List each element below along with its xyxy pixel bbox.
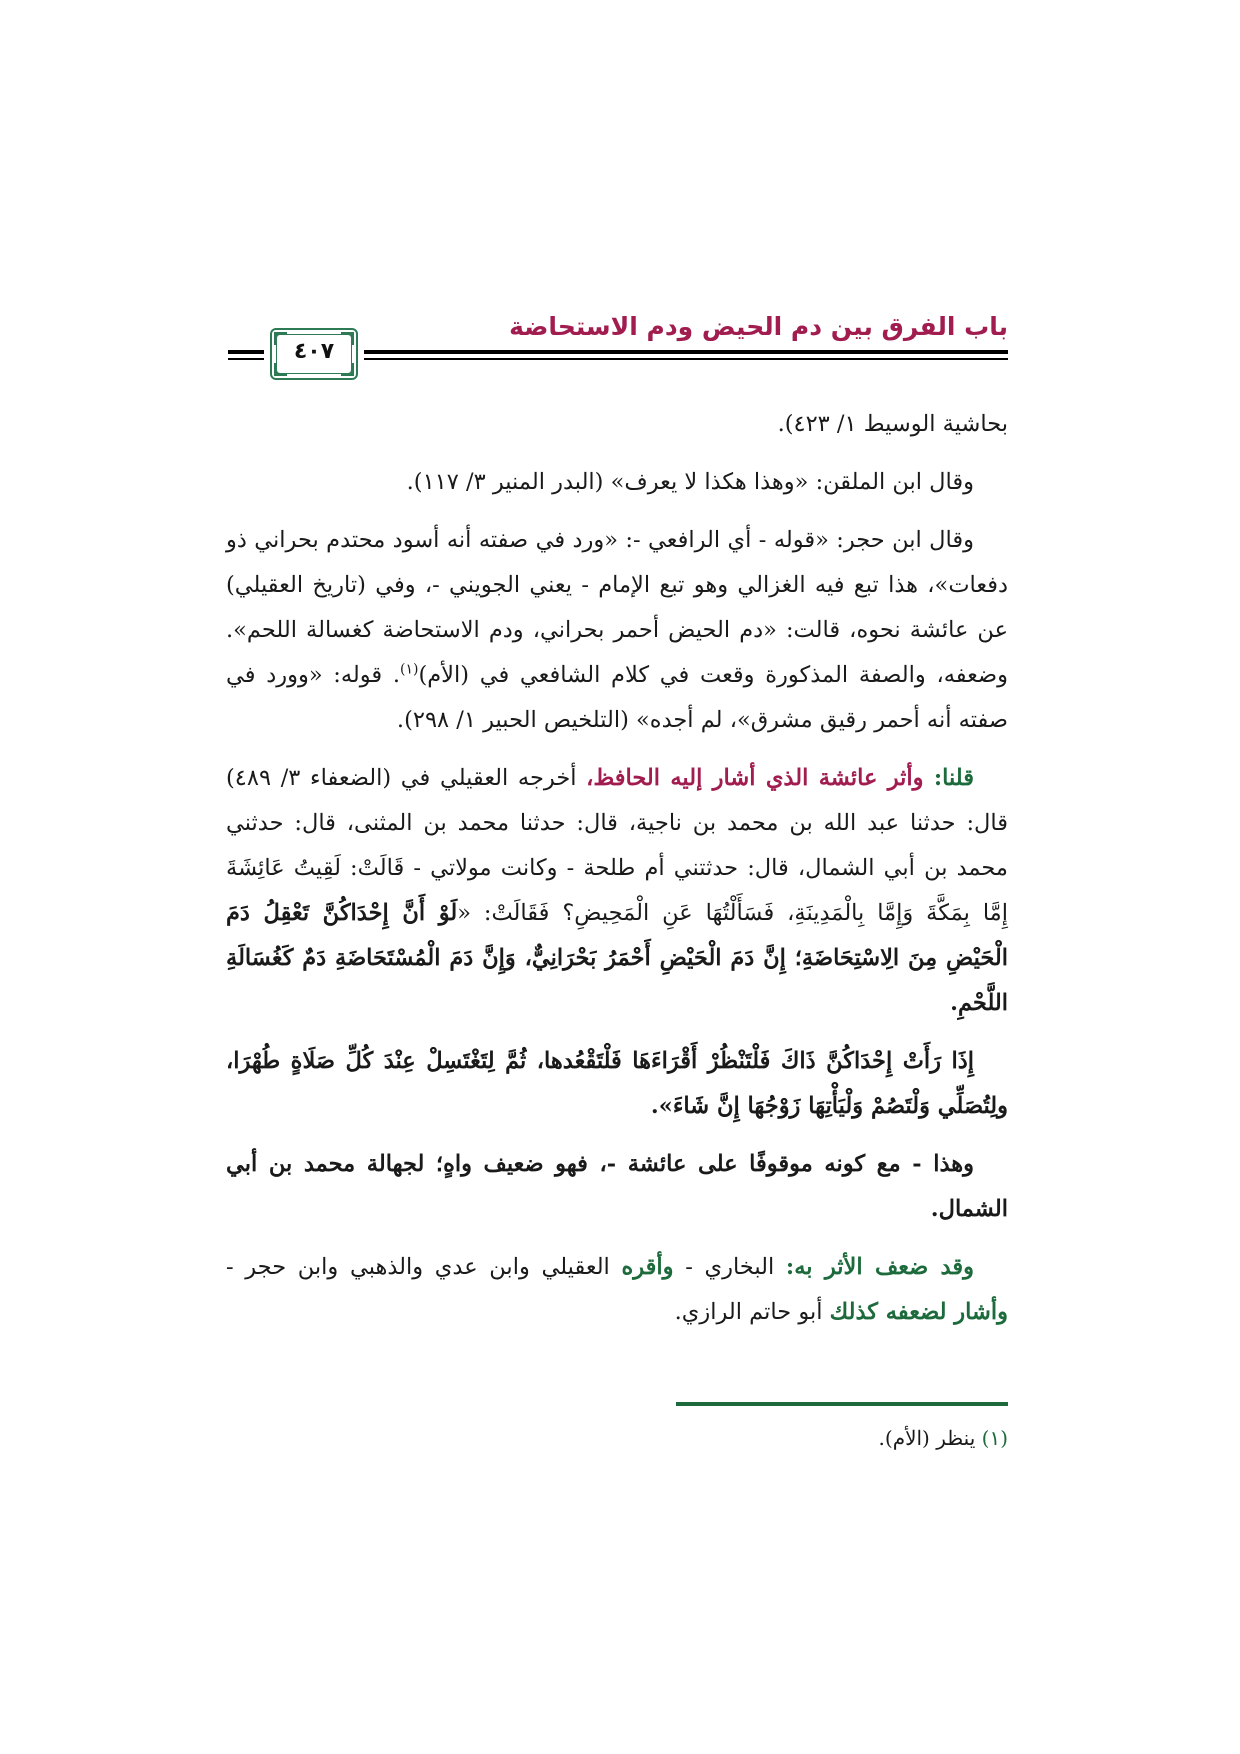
lead-label: وأشار لضعفه كذلك: [829, 1299, 1008, 1325]
paragraph-ibn-mulaqqin: [226, 460, 1008, 505]
paragraph-text: وهذا - مع كونه موقوفًا على عائشة -، فهو ضعيف واهٍ؛ لجهالة محمد بن أبي الشمال.: [226, 1151, 1008, 1222]
paragraph-text: أبو حاتم الرازي.: [674, 1299, 830, 1325]
lead-highlight: وأثر عائشة الذي أشار إليه الحافظ،: [586, 765, 924, 791]
paragraph-text: وقال ابن الملقن: «وهذا هكذا لا يعرف» (البدر المنير ٣/ ١١٧).: [406, 469, 974, 495]
lead-label: وأقره: [621, 1254, 674, 1280]
header-rule-thin: [364, 358, 1008, 360]
page-number-badge: [270, 328, 358, 380]
hadith-text: لَوْ أَنَّ إِحْدَاكُنَّ تَعْقِلُ دَمَ الْحَيْضِ مِنَ الِاسْتِحَاضَةِ؛ إِنَّ دَمَ الْحَيْضِ أَحْمَرُ بَحْرَانِيٌّ، وَإِنَّ دَمَ الْمُسْتَحَاضَةِ دَمٌ كَغُسَالَةِ اللَّحْمِ.: [226, 900, 1008, 1016]
header-rule-thick: [364, 350, 1008, 354]
paragraph-text: البخاري -: [673, 1254, 786, 1280]
page-header: [228, 300, 1008, 388]
lead-label: وقد ضعف الأثر به:: [785, 1254, 974, 1280]
header-rule-left-thick: [228, 350, 264, 354]
paragraph-weakeners: [226, 1245, 1008, 1335]
footnotes: [226, 1420, 1008, 1456]
footnote-text: ينظر (الأم).: [878, 1426, 982, 1450]
chapter-title: باب الفرق بين دم الحيض ودم الاستحاضة: [509, 312, 1008, 341]
paragraph-continuation: [226, 402, 1008, 447]
quote-end: ».: [650, 1093, 673, 1119]
hadith-text: إِذَا رَأَتْ إِحْدَاكُنَّ ذَاكَ فَلْتَنْظُرْ أَقْرَاءَهَا فَلْتَقْعُدها، ثُمَّ لِتَغْتَسِلْ عِنْدَ كُلِّ صَلَاةٍ طُهْرَا، ولِتُصَلِّي وَلْتَصُمْ وَلْيَأْتِهَا زَوْجُهَا إِنَّ شَاءَ: [226, 1048, 1008, 1119]
paragraph-text: العقيلي وابن عدي والذهبي وابن حجر -: [226, 1254, 622, 1280]
paragraph-verdict: [226, 1142, 1008, 1232]
footnote-separator: [676, 1402, 1008, 1406]
footnote-marker: (١): [981, 1426, 1008, 1450]
footnote-reference[interactable]: (١): [400, 661, 419, 678]
page-body: [226, 402, 1008, 1348]
paragraph-text: . قوله: «وورد في صفته أنه أحمر رقيق مشرق»، لم أجده» (التلخيص الحبير ١/ ٢٩٨).: [226, 662, 1008, 733]
page-number: ٤٠٧: [293, 339, 335, 364]
paragraph-text: وقال ابن حجر: «قوله - أي الرافعي -: «ورد في صفته أنه أسود محتدم بحراني ذو دفعات»، هذا تبع فيه الغزالي وهو تبع الإمام - يعني الجويني -، وفي (تاريخ العقيلي) عن عائشة نحوه، قالت: «دم الحيض أحمر بحراني، ودم الاستحاضة كغسالة اللحم». وضعفه، والصفة المذكورة وقعت في كلام الشافعي في (الأم): [226, 527, 1008, 688]
paragraph-text: بحاشية الوسيط ١/ ٤٢٣).: [777, 411, 1008, 437]
lead-label: قلنا:: [923, 765, 974, 791]
header-rule-left-thin: [228, 358, 264, 360]
ornament-corner-icon: [341, 363, 354, 376]
paragraph-hadith-continuation: [226, 1039, 1008, 1129]
paragraph-text: أخرجه العقيلي في (الضعفاء ٣/ ٤٨٩) قال: حدثنا عبد الله بن محمد بن ناجية، قال: حدثنا محمد بن المثنى، قال: حدثني محمد بن أبي الشمال، قال: حدثتني أم طلحة - وكانت مولاتي - قَالَتْ: لَقِيتُ عَائِشَةَ إِمَّا بِمَكَّةَ وَإِمَّا بِالْمَدِينَةِ، فَسَأَلْتُهَا عَنِ الْمَحِيضِ؟ فَقَالَتْ: «: [226, 765, 1008, 926]
paragraph-ibn-hajar: [226, 518, 1008, 743]
footnote-item: [226, 1420, 1008, 1456]
paragraph-aisha-narration: [226, 756, 1008, 1026]
ornament-corner-icon: [274, 363, 287, 376]
